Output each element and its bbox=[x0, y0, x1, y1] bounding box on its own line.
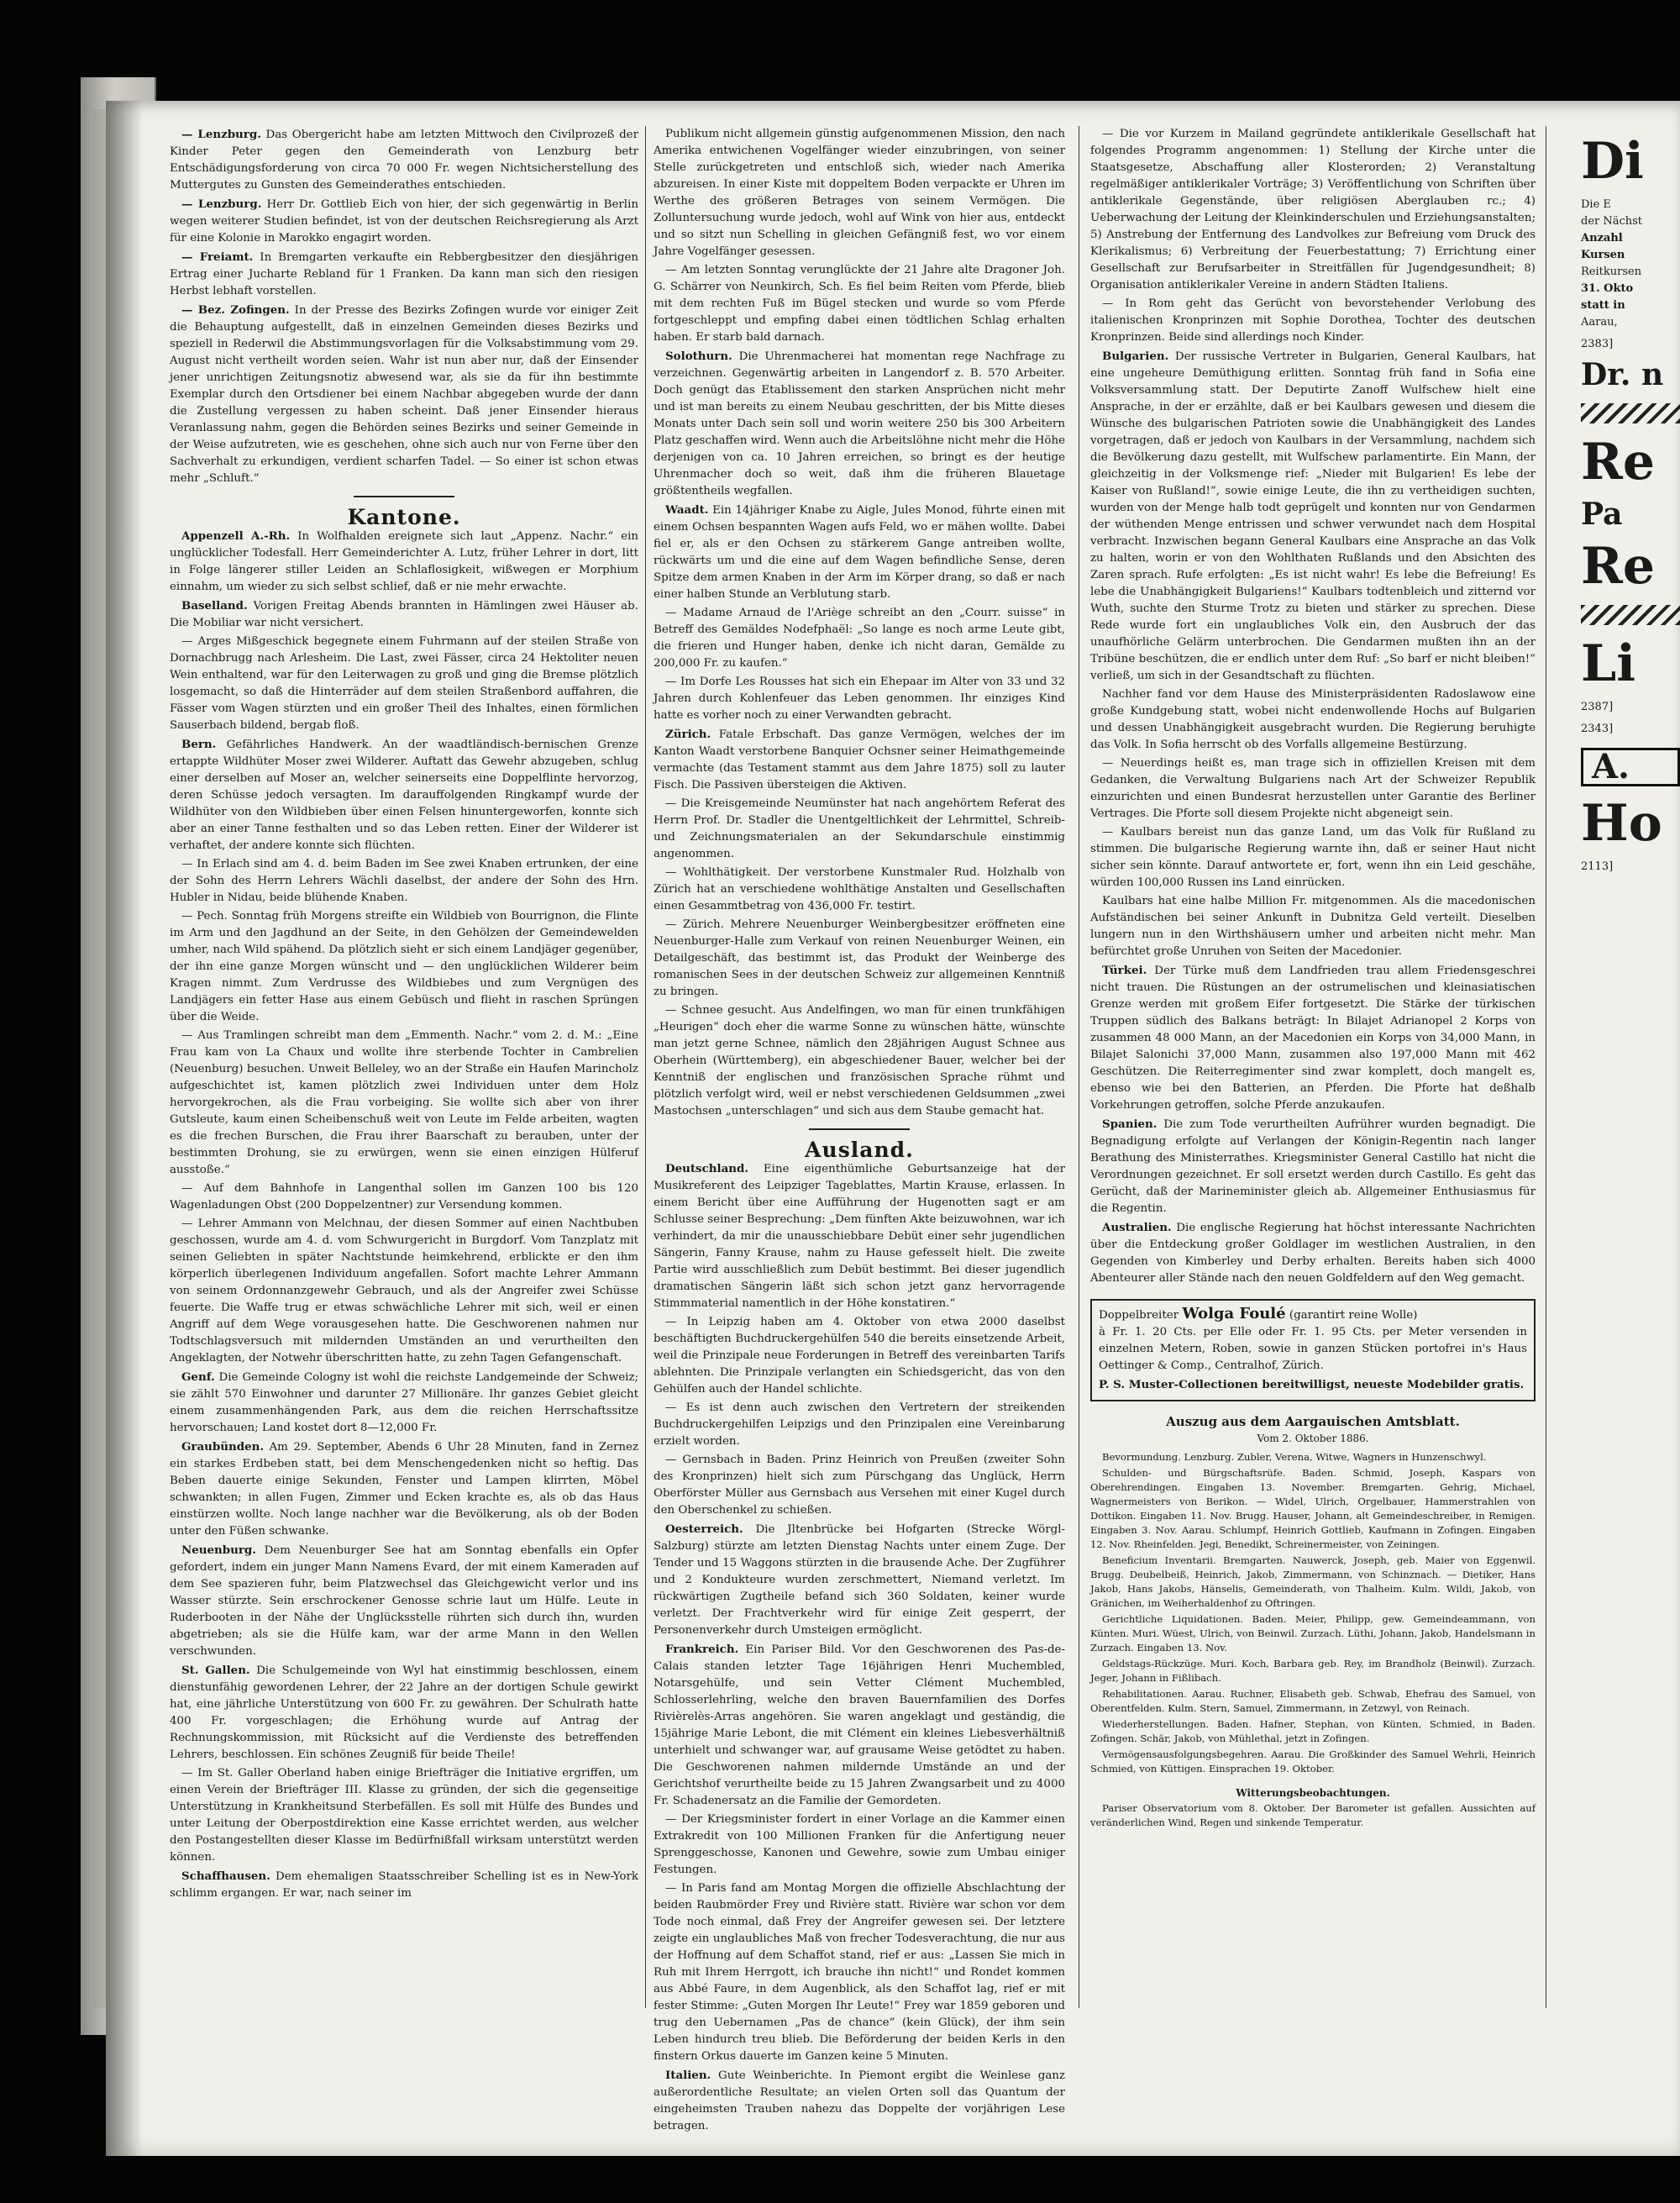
article-paragraph bbox=[1090, 126, 1536, 294]
ad-line: statt in bbox=[1581, 299, 1625, 312]
article-paragraph bbox=[654, 2067, 1065, 2135]
foreign-news-block bbox=[1090, 126, 1536, 1287]
amtsblatt-entry: Wiederherstellungen. Baden. Hafner, Stephan, von Künten, Schmied, in Baden. Zofingen. Schär, Jakob, von Mühlethal, jetzt in Zofingen. bbox=[1090, 1718, 1536, 1744]
article-lead: Waadt. bbox=[665, 503, 709, 517]
amtsblatt-date: Vom 2. Oktober 1886. bbox=[1257, 1433, 1369, 1444]
amtsblatt-entry: Schulden- und Bürgschaftsrüfe. Baden. Schmid, Joseph, Kaspars von Oberehrendingen. Eingaben 13. November. Bremgarten. Gehrig, Michael, Wagnermeisters von Berikon. — Widel, Ulrich, Orgelbauer, Hammerstrahlen von Dottikon. Eingaben 11. Nov. Brugg. Hauser, Johann, alt Gemeindeschreiber, in Remigen. Eingaben 3. Nov. Aarau. Schlumpf, Heinrich Gottlieb, Kaufmann in Zofingen. Eingaben 12. Nov. Rheinfelden. Jegi, Benedikt, Schreinermeister, von Zeiningen. bbox=[1090, 1467, 1536, 1550]
article-paragraph bbox=[654, 1811, 1065, 1879]
article-text: In Bremgarten verkaufte ein Rebbergbesitzer den diesjährigen Ertrag einer Jucharte Rebland für 1 Franken. Da kann man sich den riesigen Herbst lebhaft vorstellen. bbox=[170, 251, 639, 297]
article-paragraph bbox=[170, 1369, 638, 1437]
article-paragraph bbox=[170, 196, 638, 247]
amtsblatt-entry: Beneficium Inventarii. Bremgarten. Nauwerck, Joseph, geb. Maier von Eggenwil. Brugg. Deubelbeiß, Heinrich, Jakob, Zimmermann, von Schinznach. — Dietiker, Hans Jakob, Hans Jakobs, Hänselis, Gemeinderath, von Thalheim. Kulm. Wildi, Jakob, von Gränichen, im Weiherhaldenhof zu Oftringen. bbox=[1090, 1554, 1536, 1609]
article-lead: Schaffhausen. bbox=[181, 1869, 270, 1883]
article-text: Gute Weinberichte. In Piemont ergibt die Weinlese ganz außerordentliche Resultate; an vielen Orten soll das Quantum der eingeheimsten Trauben nahezu das Doppelte der vorjährigen Lese betragen. bbox=[654, 2069, 1065, 2132]
article-paragraph bbox=[654, 126, 1065, 260]
ad-ref-number: 2113] bbox=[1581, 860, 1614, 873]
article-text: — Im St. Galler Oberland haben einige Briefträger die Initiative ergriffen, um einen Verein der Briefträger III. Klasse zu gründen, der sich die gegenseitige Unterstützung in Krankheitsund Sterbefällen. Es soll mit Hülfe des Bundes und unter Leitung der Oberpostdirektion eine Kasse errichtet werden, aus welcher den Postangestellten dieser Klasse im Bedürfnißfall wirksam unterstützt werden können. bbox=[170, 1767, 638, 1864]
article-paragraph bbox=[654, 605, 1065, 672]
ad-fragment-5: Li bbox=[1581, 634, 1635, 693]
kantone-heading: Kantone. bbox=[347, 505, 461, 529]
article-paragraph bbox=[170, 1438, 638, 1540]
article-paragraph bbox=[170, 302, 638, 487]
article-lead: Australien. bbox=[1102, 1221, 1172, 1234]
ad-ref-number: 2387] bbox=[1581, 701, 1614, 713]
article-paragraph bbox=[654, 262, 1065, 346]
article-lead: Bulgarien. bbox=[1102, 350, 1169, 363]
article-lead: — Lenzburg. bbox=[181, 197, 262, 211]
article-paragraph bbox=[170, 1765, 638, 1866]
article-lead: Solothurn. bbox=[665, 350, 732, 363]
article-lead: Graubünden. bbox=[181, 1440, 265, 1454]
article-text: — Madame Arnaud de l'Ariège schreibt an den „Courr. suisse“ in Betreff des Gemäldes Nodefphaël: „So lange es noch arme Leute gibt, die frieren und Hunger haben, denke ich nicht daran, Gemälde zu 200,000 Fr. zu kaufen.“ bbox=[654, 607, 1065, 670]
article-paragraph bbox=[1090, 1219, 1536, 1287]
ausland-block bbox=[654, 1160, 1065, 2135]
ad-line: Reitkursen bbox=[1581, 266, 1642, 278]
article-text: — Wohlthätigkeit. Der verstorbene Kunstmaler Rud. Holzhalb von Zürich hat an verschiedene wohlthätige Anstalten und Gesellschaften einen Gesammtbetrag von 436,000 Fr. testirt. bbox=[654, 866, 1065, 912]
article-text: Nachher fand vor dem Hause des Ministerpräsidenten Radoslawow eine große Kundgebung statt, wobei nicht endenwollende Hochs auf Bulgarien und dessen Unabhängigkeit ausgebracht wurden. Die Regierung beruhigte das Volk. In Sofia herrscht ob des Vorfalls allgemeine Bestürzung. bbox=[1090, 688, 1536, 751]
ad-line: Die E bbox=[1581, 198, 1611, 211]
article-paragraph bbox=[170, 856, 638, 907]
article-text: — Die Kreisgemeinde Neumünster hat nach angehörtem Referat des Herrn Prof. Dr. Stadler die Unentgeltlichkeit der Lehrmittel, Schreib- und Zeichnungsmaterialen an der Sekundarschule einstimmig angenommen. bbox=[654, 797, 1065, 860]
article-paragraph bbox=[654, 1160, 1065, 1312]
wolga-foule-ad bbox=[1090, 1299, 1536, 1401]
article-lead: Spanien. bbox=[1102, 1117, 1158, 1131]
amtsblatt-entry: Rehabilitationen. Aarau. Ruchner, Elisabeth geb. Schwab, Ehefrau des Samuel, von Oberentfelden. Kulm. Stern, Samuel, Zimmermann, in Zetzwyl, von Reinach. bbox=[1090, 1688, 1536, 1714]
article-text: — Schnee gesucht. Aus Andelfingen, wo man für einen trunkfähigen „Heurigen“ doch eher die warme Sonne zu wünschen hätte, wünschte man jetzt gerne Schnee, nämlich den 28jährigen August Schnee aus Oberhein (Württemberg), ein abgeschiedener Bauer, welcher bei der Kenntniß der englischen und französischen Sprache rühmt und plötzlich verfolgt wird, weil er nebst verschiedenen Geldsummen „zwei Mastochsen „unterschlagen“ und sich aus dem Staube gemacht hat. bbox=[654, 1004, 1065, 1117]
article-lead: Türkei. bbox=[1102, 964, 1147, 977]
article-lead: Neuenburg. bbox=[181, 1543, 256, 1557]
article-text: Die Schulgemeinde von Wyl hat einstimmig beschlossen, einem dienstunfähig gewordenen Lehrer, der 22 Jahre an der dortigen Schule gewirkt hat, eine jährliche Unterstützung von 600 Fr. zu gewähren. Der Schulrath hatte 400 Fr. vorgeschlagen; die Erhöhung wurde auf Antrag der Rechnungskommission, mit Rücksicht auf die Verdienste des betreffenden Lehrers, beschlossen. Ein schönes Zeugniß für beide Theile! bbox=[170, 1664, 638, 1761]
article-paragraph bbox=[654, 502, 1065, 603]
article-text: — Lehrer Ammann von Melchnau, der diesen Sommer auf einen Nachtbuben geschossen, wurde am 4. d. vom Schwurgericht in Burgdorf. Vom Tanzplatz mit seinen Geliebten in später Nachtstunde heimkehrend, erblickte er den ihm körperlich überlegenen Individuum angefallen. Sofort machte Lehrer Ammann von seinem Ordonnanzgewehr Gebrauch, und als der Angreifer zwei Schüsse feuerte. Die Waffe trug er etwas schwächliche Lehrer mit sich, weil er einen Angriff auf dem Wege vorausgesehen hatte. Die Geschworenen nahmen nur Todtschlagsversuch mit mildernden Umständen an und verurtheilten den Angeklagten, der Notwehr überschritten hatte, zu zehn Tagen Gefangenschaft. bbox=[170, 1217, 638, 1364]
article-lead: Frankreich. bbox=[665, 1643, 739, 1656]
ad-postscript: P. S. Muster-Collectionen bereitwilligst, neueste Modebilder gratis. bbox=[1099, 1378, 1525, 1391]
article-lead: — Freiamt. bbox=[181, 250, 254, 264]
article-paragraph bbox=[654, 865, 1065, 915]
article-text: Das Obergericht habe am letzten Mittwoch den Civilprozeß der Kinder Peter gegen den Gemeinderath von Lenzburg betr Entschädigungsforderung von circa 70 000 Fr. wegen Nichtsicherstellung des Muttergutes zu Gunsten des Gemeinderathes entschieden. bbox=[170, 129, 638, 192]
article-paragraph bbox=[1090, 686, 1536, 754]
article-lead: Italien. bbox=[665, 2069, 711, 2082]
article-paragraph bbox=[170, 1028, 638, 1179]
ad-prefix: Doppelbreiter bbox=[1099, 1309, 1179, 1322]
ad-ref-number: 2343] bbox=[1581, 723, 1614, 735]
column-rule-1 bbox=[645, 126, 646, 2008]
article-paragraph bbox=[1090, 1116, 1536, 1217]
article-paragraph bbox=[654, 726, 1065, 794]
ad-ref-number: 2383] bbox=[1581, 338, 1614, 350]
amtsblatt-entry: Vermögensausfolgungsbegehren. Aarau. Die Großkinder des Samuel Wehrli, Heinrich Schmied, von Küttigen. Einsprachen 19. Oktober. bbox=[1090, 1748, 1536, 1774]
article-text: In Wolfhalden ereignete sich laut „Appenz. Nachr.“ ein unglücklicher Todesfall. Herr Gemeinderichter A. Lutz, früher Lehrer in dort, litt in Folge längerer stiller Leiden an Schlaflosigkeit, wißwegen er Morphium einnahm, um wieder zu sich selbst schlief, daß er nie mehr erwachte. bbox=[170, 530, 638, 593]
article-lead: Bern. bbox=[181, 738, 217, 751]
article-text: Die englische Regierung hat höchst interessante Nachrichten über die Entdeckung großer Goldlager im westlichen Australien, in den Gegenden von Kimberley und Derby erhalten. Bereits haben sich 4000 Abenteurer aller Stände nach den neuen Goldfeldern auf den Weg gemacht. bbox=[1090, 1222, 1536, 1285]
article-paragraph bbox=[654, 1641, 1065, 1810]
article-text: — In Leipzig haben am 4. Oktober von etwa 2000 daselbst beschäftigten Buchdruckergehülfen 540 die bereits einsetzende Arbeit, weil die Prinzipale neue Forderungen in Betreff des vereinbarten Tarifs ablehnten. Die Prinzipale verlangten ein Schiedsgericht, das von den Gehülfen auch der Handel schlichte. bbox=[654, 1316, 1065, 1396]
amtsblatt-entry: Geldstags-Rückzüge. Muri. Koch, Barbara geb. Rey, im Brandholz (Beinwil). Zurzach. Jeger, Johann in Fißlibach. bbox=[1090, 1658, 1536, 1684]
weather-text: Pariser Observatorium vom 8. Oktober. Der Barometer ist gefallen. Aussichten auf veränderlichen Wind, Regen und sinkende Temperatur. bbox=[1090, 1802, 1536, 1828]
article-text: — Kaulbars bereist nun das ganze Land, um das Volk für Rußland zu stimmen. Die bulgarische Regierung warnte ihn, daß er seiner Haut nicht sicher sein könnte. Darauf antwortete er, fort, wenn ihn ein Leid geschähe, würden 100,000 Russen ins Land einrücken. bbox=[1090, 826, 1536, 889]
article-text: Ein 14jähriger Knabe zu Aigle, Jules Monod, führte einen mit einem Ochsen bespannten Wagen aufs Feld, wo er mähen wollte. Dabei fiel er, als er den Ochsen zu stärkerem Gange antreiben wollte, rückwärts um und die eine auf dem Wagen befindliche Sense, deren Spitze dem armen Knaben in der Arm im Körper drang, so daß er nach einer halben Stunde an Verblutung starb. bbox=[654, 504, 1065, 601]
article-paragraph bbox=[654, 674, 1065, 724]
article-text: Die Gemeinde Cologny ist wohl die reichste Landgemeinde der Schweiz; sie zählt 570 Einwohner und darunter 27 Millionäre. Ihr ganzes Gebiet gleicht einem zusammenhängenden Park, aus dem die reichen Herrschaftssitze hervorschauen; Land kostet dort 8—12,000 Fr. bbox=[170, 1371, 638, 1434]
ad-title: Wolga Foulé bbox=[1182, 1305, 1286, 1322]
ad-fragment-dr: Dr. n bbox=[1581, 357, 1664, 392]
amtsblatt-entry: Bevormundung. Lenzburg. Zubler, Verena, Witwe, Wagners in Hunzenschwyl. bbox=[1102, 1451, 1487, 1463]
ad-line: Kursen bbox=[1581, 249, 1625, 261]
article-paragraph bbox=[1090, 893, 1536, 960]
ad-fragment-1: Di bbox=[1581, 132, 1644, 191]
article-paragraph bbox=[170, 1180, 638, 1214]
article-paragraph bbox=[654, 1002, 1065, 1120]
ad-line: Anzahl bbox=[1581, 232, 1623, 244]
ad-fragment-4: Re bbox=[1581, 537, 1656, 596]
article-text: — Aus Tramlingen schreibt man dem „Emmenth. Nachr.“ vom 2. d. M.: „Eine Frau kam von La Chaux und wollte ihre sterbende Tochter in Cambrelien (Neuenburg) besuchen. Unweit Belleley, wo an der Straße ein Haufen Marincholz aufgeschichtet ist, kamen plötzlich zwei Individuen unter dem Holz hervorgekrochen, als die Frau vorbeiging. Sie wollte sich aber von ihrer Gutsleute, kaum einen Scheibenschuß weit von Leute im Felde arbeiten, wagten es die frechen Burschen, die Frau ihrer Baarschaft zu berauben, unter der bestimmten Drohung, sie zu erwürgen, wenn sie einen einzigen Hülferuf ausstoße.“ bbox=[170, 1029, 638, 1176]
article-text: Die Uhrenmacherei hat momentan rege Nachfrage zu verzeichnen. Gegenwärtig arbeiten in Langendorf z. B. 570 Arbeiter. Doch genügt das Etablissement den starken Ansprüchen nicht mehr und ist man bereits zu einem Neubau geschritten, der bis Mitte dieses Monats unter Dach sein soll und worin weitere 250 bis 300 Arbeitern Platz geschaffen wird. Wenn auch die Arbeitslöhne nicht mehr die Höhe derjenigen von ca. 10 Jahren erreichen, so bringt es der heutige Uhrenmacher doch so weit, daß ihm die früheren Blauetage größtentheils wegfallen. bbox=[654, 350, 1065, 497]
ad-fragment-3: Pa bbox=[1581, 497, 1623, 532]
article-text: — Die vor Kurzem in Mailand gegründete antiklerikale Gesellschaft hat folgendes Programm angenommen: 1) Stellung der Kirche unter die Staatsgesetze, Abschaffung aller Klosterorden; 2) Veranstaltung regelmäßiger antiklerikaler Vorträge; 3) Veröffentlichung von Schriften über antiklerikale Gegenstände, über religiösen Aberglauben rc.; 4) Ueberwachung der Leitung der Kleinkinderschulen und Erziehungsanstalten; 5) Anstrebung der Entfernung des Landvolkes zur Befreiung vom Druck des Klerikalismus; 6) Verbreitung der Feuerbestattung; 7) Errichtung einer Gesellschaft zur Berufsarbeiter in Streitfällen für Jugendgesundheit; 8) Organisation antiklerikaler Vereine in andern Städten Italiens. bbox=[1090, 128, 1536, 292]
article-text: Fatale Erbschaft. Das ganze Vermögen, welches der im Kanton Waadt verstorbene Banquier Ochsner seiner Heimathgemeinde vermachte (das Testament stammt aus dem Jahre 1875) soll zu lauter Fisch. Die Passiven übersteigen die Aktiven. bbox=[654, 728, 1066, 791]
article-paragraph bbox=[1090, 296, 1536, 346]
article-text: Kaulbars hat eine halbe Million Fr. mitgenommen. Als die macedonischen Aufständischen bei seiner Ankunft in Dubnitza Geld verteilt. Dieselben lungern nun in den Wirthshäusern umher und arbeiten nicht mehr. Man befürchtet große Unruhen von Seiten der Macedonier. bbox=[1090, 895, 1536, 958]
article-lead: — Bez. Zofingen. bbox=[181, 303, 290, 317]
article-paragraph bbox=[170, 1868, 638, 1902]
article-lead: — Lenzburg. bbox=[181, 128, 261, 141]
kantone-block bbox=[170, 528, 638, 1902]
article-text: Dem Neuenburger See hat am Sonntag ebenfalls ein Opfer gefordert, indem ein junger Mann Namens Evard, der mit einem Kameraden auf dem See spazieren fuhr, beim Platzwechsel das Gleichgewicht verlor und ins Wasser stürzte. Sein erschrockener Genosse schrie laut um Hülfe. Leute in Ruderbooten in der Nähe der Unglücksstelle rührten sich durch ihn, wurden abgetrieben; als sie die Hülfe kam, war der arme Mann in den Wellen verschwunden. bbox=[170, 1544, 638, 1658]
article-text: In der Presse des Bezirks Zofingen wurde vor einiger Zeit die Behauptung aufgestellt, daß in einzelnen Gemeinden dieses Bezirks und speziell in Rederwil die Abstimmungsvorlagen für die Volksabstimmung vom 29. August nicht vertheilt worden seien. Wahr ist nun aber nur, daß der Einsender jener unrichtigen Zeitungsnotiz abwesend war, als sie da für ihn bestimmte Exemplar durch den Ortsdiener bei einem Nachbar abgegeben wurde der dann die Zustellung vergessen zu haben scheint. Daß jener Einsender hieraus Veranlassung nahm, gegen die Behörden seines Bezirks und seiner Gemeinde in der Weise aufzutreten, wie es geschehen, ohne sich auch nur von Ferne über den Sachverhalt zu erkundigen, verdient scharfen Tadel. — So einer ist schon etwas mehr „Schluft.“ bbox=[170, 304, 638, 485]
article-text: Am 29. September, Abends 6 Uhr 28 Minuten, fand in Zernez ein starkes Erdbeben statt, bei dem Menschengedenken nicht so heftig. Das Beben dauerte einige Sekunden, Fenster und Lampen klirrten, Möbel schwankten; in allen Fugen, Zimmer und Ecken krachte es, als ob das Haus einstürzen wollte. Noch lange nachher war die Bevölkerung, als ob der Boden unter den Füßen schwanke. bbox=[170, 1441, 638, 1538]
article-text: — Der Kriegsminister fordert in einer Vorlage an die Kammer einen Extrakredit von 100 Millionen Franken für die Anfertigung neuer Sprenggeschosse, Kanonen und Gewehre, sowie zum Umbau einiger Festungen. bbox=[654, 1813, 1065, 1876]
article-text: — Im Dorfe Les Rousses hat sich ein Ehepaar im Alter von 33 und 32 Jahren durch Kohlenfeuer das Leben genommen. Ihr einziges Kind hatte es vorher noch zu einer Verwandten gebracht. bbox=[654, 676, 1065, 722]
article-lead: Zürich. bbox=[665, 728, 711, 741]
article-paragraph bbox=[654, 796, 1065, 863]
article-paragraph bbox=[654, 1880, 1065, 2065]
article-paragraph bbox=[170, 634, 638, 734]
article-paragraph bbox=[654, 348, 1065, 500]
article-text: — In Erlach sind am 4. d. beim Baden im See zwei Knaben ertrunken, der eine der Sohn des Herrn Lehrers Wächli daselbst, der andere der Sohn des Hrn. Hubler in Nidau, beide blühende Knaben. bbox=[170, 858, 638, 904]
article-paragraph bbox=[1090, 755, 1536, 823]
article-text: Publikum nicht allgemein günstig aufgenommenen Mission, den nach Amerika entwichenen Vogelfänger wieder einzubringen, von seiner Stelle zurückgetreten und entschloß sich, wieder nach Amerika abzureisen. In einer Kiste mit doppeltem Boden verpackte er Uhren im Werthe des größeren Betrages von seinem Vermögen. Die Zolluntersuchung wurde jedoch, wohl auf Wink von hier aus, entdeckt und so sitzt nun Schelling in gleichen Gefängniß fest, wo vor einem Jahre Vogelfänger gesessen. bbox=[654, 128, 1065, 258]
article-paragraph bbox=[654, 1452, 1065, 1519]
column-1 bbox=[170, 126, 638, 1904]
article-text: Der Türke muß dem Landfrieden trau allem Friedensgeschrei nicht trauen. Die Rüstungen an der ostrumelischen und kleinasiatischen Grenze werden mit großem Eifer fortgesetzt. Die Stärke der türkischen Truppen südlich des Balkans beträgt: In Bilajet Adrianopel 2 Korps von zusammen 48 000 Mann, an der Macedonien ein Korps von 34,000 Mann, in Bilajet Salonichi 37,000 Mann, zusammen also 197,000 Mann mit 462 Geschützen. Die Reiterregimenter sind zwar komplett, doch mangelt es, ebenso wie bei den Batterien, an Pferden. Die Pforte hat deßhalb Vorkehrungen getroffen, solche Pferde anzukaufen. bbox=[1090, 965, 1536, 1112]
article-text: — In Rom geht das Gerücht von bevorstehender Verlobung des italienischen Kronprinzen mit Sophie Dorothea, Tochter des deutschen Kronprinzen. Beide sind allerdings noch Kinder. bbox=[1090, 297, 1536, 344]
article-paragraph bbox=[170, 597, 638, 632]
article-text: — Gernsbach in Baden. Prinz Heinrich von Preußen (zweiter Sohn des Kronprinzen) hielt sich zum Pürschgang das Unglück, Herrn Oberförster Müller aus Gernsbach aus Versehen mit einer Kugel durch den Oberschenkel zu schießen. bbox=[654, 1454, 1065, 1517]
ornamental-border bbox=[1581, 403, 1680, 423]
article-paragraph bbox=[170, 1216, 638, 1367]
article-paragraph bbox=[654, 1521, 1065, 1639]
amtsblatt-heading: Auszug aus dem Aargauischen Amtsblatt. bbox=[1166, 1414, 1460, 1429]
ad-paren: (garantirt reine Wolle) bbox=[1289, 1309, 1418, 1322]
article-paragraph bbox=[654, 917, 1065, 1001]
article-paragraph bbox=[170, 1542, 638, 1660]
article-paragraph bbox=[654, 1314, 1065, 1398]
article-text: — Neuerdings heißt es, man trage sich in offiziellen Kreisen mit dem Gedanken, die Verwaltung Bulgariens nach Art der Schweizer Republik einzurichten und einen Bundesrat herzustellen unter Garantie des Berliner Vertrages. Die Pforte soll diesem Projekte nicht abgeneigt sein. bbox=[1090, 757, 1536, 820]
article-text: Dem ehemaligen Staatsschreiber Schelling ist es in New-York schlimm ergangen. Er war, nach seiner im bbox=[170, 1870, 638, 1900]
ad-fragment-6: Ho bbox=[1581, 794, 1662, 853]
article-text: Ein Pariser Bild. Vor den Geschworenen des Pas-de-Calais standen letzter Tage 16jährigen Henri Muchembled, Notarsgehülfe, und sein Vetter Clément Muchembled, Schlosserlehrling, welche den braven Bauernfamilien des Dorfes Rivièrelès-Arras angehören. Sie waren angeklagt und geständig, die 15jährige Marie Lebont, die mit Clément ein kleines Liebesverhältniß unterhielt und schwanger war, auf grausame Weise getödtet zu haben. Die Geschworenen nahmen mildernde Umstände an und der Gerichtshof verurtheilte beide zu 15 Jahren Zwangsarbeit und zu 4000 Fr. Schadenersatz an die Familie der Gemordeten. bbox=[654, 1643, 1065, 1807]
article-paragraph bbox=[170, 908, 638, 1026]
article-text: — Arges Mißgeschick begegnete einem Fuhrmann auf der steilen Straße von Dornachbrugg nach Arlesheim. Die Last, zwei Fässer, circa 24 Hektoliter neuen Wein enthaltend, war für den Leiterwagen zu groß und ging die Bremse plötzlich losgemacht, so daß die Hinterräder auf dem steilen Straßenbord auffahren, die Fässer vom Wagen stürzten und ein großer Theil des Inhaltes, einen förmlichen Sauserbach bildend, bergab floß. bbox=[170, 635, 638, 732]
amtsblatt-entry: Gerichtliche Liquidationen. Baden. Meier, Philipp, gew. Gemeindeammann, von Künten. Muri. Wüest, Ulrich, von Beinwil. Zurzach. Lüthi, Johann, Jakob, Handelsmann in Zurzach. Eingaben 13. Nov. bbox=[1090, 1613, 1536, 1654]
article-paragraph bbox=[170, 1662, 638, 1764]
ad-line: 31. Okto bbox=[1581, 282, 1634, 295]
article-paragraph bbox=[1090, 962, 1536, 1114]
ad-fragment-2: Re bbox=[1581, 433, 1656, 492]
ornamental-border bbox=[1581, 605, 1680, 625]
ad-fragment-boxed: A. bbox=[1581, 748, 1680, 786]
article-text: Der russische Vertreter in Bulgarien, General Kaulbars, hat eine ungeheure Demüthigung erlitten. Sonntag früh fand in Sofia eine Volksversammlung statt. Der Deputirte Zanoff Wulfschew hielt eine Ansprache, in der er erzählte, daß er bei Kaulbars gewesen und diesem die Wünsche des bulgarischen Patrioten sowie die Unabhängigkeit des Landes vorgetragen, daß er jedoch von Kaulbars in der Versammlung, nachdem sich die Bevölkerung dazu gestellt, mit Wulfschew parlamentirte. Ein Mann, der gleichzeitig in der Volksmenge rief: „Nieder mit Bulgarien! Es lebe der Kaiser von Rußland!“, sowie einige Leute, die ihn zu vertheidigen suchten, wurden von der Menge halb todt geprügelt und konnten nur von Gendarmen der wüthenden Menge entrissen und schwer verwundet nach dem Hospital verbracht. Inzwischen begann General Kaulbars eine Ansprache an das Volk zu halten, worin er von den Wohlthaten Rußlands und den Absichten des Zaren sprach. Rufe erfolgten: „Es ist nicht wahr! Es lebe die Befreiung! Es lebe die Unabhängigkeit Bulgariens!“ Kaulbars todtenbleich und zitternd vor Wuth, suchte den Sturme Trotz zu bieten und stärker zu sprechen. Diese Rede wurde fort ein unglaubliches Volk ein, den Ausbruch der das unaufhörliche Gelärm unterbrochen. Die Gendarmen mußten ihn an der Tribüne beschützen, die er endlich unter dem Ruf: „So barf er nicht bleiben!“ verließ, um sich in der Gesandtschaft zu flüchten. bbox=[1090, 350, 1536, 682]
article-lead: Oesterreich. bbox=[665, 1522, 743, 1536]
article-text: — Es ist denn auch zwischen den Vertretern der streikenden Buchdruckergehilfen Leipzigs und den Prinzipalen eine Vereinbarung erzielt worden. bbox=[654, 1401, 1065, 1448]
column-3 bbox=[1090, 126, 1536, 1832]
article-text: Herr Dr. Gottlieb Eich von hier, der sich gegenwärtig in Berlin wegen weiterer Studien befindet, ist von der deutschen Reichsregierung als Arzt für eine Kolonie in Marokko engagirt worden. bbox=[170, 198, 638, 244]
section-separator bbox=[354, 496, 454, 497]
article-text: — Pech. Sonntag früh Morgens streifte ein Wildbieb von Bourrignon, die Flinte im Arm und den Jagdhund an der Seite, in den Gehölzen der Gemeindewelden umher, nach Wild spähend. Da plötzlich sieht er sich einem Landjäger gegenüber, der ihn eine ganze Morgen wünscht und — den unglücklichen Wilderer beim Kragen nimmt. Zum Verdrusse des Wildbiebes und zum Vergnügen des Landjägers ein fetter Hase aus einem Gebüsch und flieht in raschen Sprüngen über die Weide. bbox=[170, 910, 638, 1023]
article-text: Vorigen Freitag Abends brannten in Hämlingen zwei Häuser ab. Die Mobiliar war nicht versichert. bbox=[170, 600, 638, 629]
ad-line: der Nächst bbox=[1581, 215, 1643, 228]
article-text: — Auf dem Bahnhofe in Langenthal sollen im Ganzen 100 bis 120 Wagenladungen Obst (200 Doppelzentner) zur Versendung kommen. bbox=[170, 1182, 638, 1212]
ad-line: Aarau, bbox=[1581, 316, 1618, 329]
article-paragraph bbox=[1090, 348, 1536, 685]
article-text: — Zürich. Mehrere Neuenburger Weinbergbesitzer eröffneten eine Neuenburger-Halle zum Verkauf von reinen Neuenburger Weinen, ein Detailgeschäft, das bestimmt ist, das Produkt der Weinberge des romanischen Sees in der deutschen Schweiz zur allgemeinen Kenntniß zu bringen. bbox=[654, 918, 1065, 998]
article-lead: St. Gallen. bbox=[181, 1664, 250, 1677]
page-gutter-shadow bbox=[106, 101, 143, 2156]
article-lead: Genf. bbox=[181, 1370, 215, 1384]
weather-heading: Witterungsbeobachtungen. bbox=[1236, 1787, 1390, 1799]
article-paragraph bbox=[170, 126, 638, 194]
amtsblatt-entries bbox=[1090, 1450, 1536, 1776]
article-text: Die zum Tode verurtheilten Aufrührer wurden begnadigt. Die Begnadigung erfolgte auf Verlangen der Königin-Regentin nach langer Berathung des Ministerrathes. Kriegsminister General Castillo hat nicht die Verordnungen gezeichnet. Er soll ersetzt werden durch Castillo. Es geht das Gerücht, daß der Marineminister gleich ab. Allgemeiner Enthusiasmus für die Regentin. bbox=[1090, 1118, 1536, 1215]
section-separator bbox=[809, 1128, 910, 1130]
article-paragraph bbox=[1090, 824, 1536, 891]
article-text: Gefährliches Handwerk. An der waadtländisch-bernischen Grenze ertappte Wildhüter Moser zwei Wilderer. Auftatt das Gewehr abzugeben, schlug einer derselben auf Moser an, welcher seinerseits eine Doppelflinte hervorzog, deren Schüsse jedoch versagten. Im darauffolgenden Ringkampf wurde der Wildhüter von den Wildbieben über einen Felsen hinuntergeworfen, konnte sich aber an einer Tanne festhalten und so das Leben retten. Einer der Wilderer ist verhaftet, der andere konnte sich flüchten. bbox=[170, 739, 638, 852]
column-2 bbox=[654, 126, 1065, 2137]
article-paragraph bbox=[170, 736, 638, 854]
article-text: Die Jltenbrücke bei Hofgarten (Strecke Wörgl-Salzburg) stürzte am letzten Dienstag Nachts unter einem Zuge. Der Tender und 15 Waggons stürzten in die brausende Ache. Der Zugführer und 2 Kondukteure wurden zerschmettert, Niemand verletzt. Im rückwärtigen Zugtheile befand sich 360 Soldaten, keiner wurde verletzt. Der Frachtverkehr wird für einige Zeit gesperrt, der Personenverkehr durch Umsteigen ermöglicht. bbox=[654, 1523, 1065, 1637]
article-text: — In Paris fand am Montag Morgen die offizielle Abschlachtung der beiden Raubmörder Frey und Rivière statt. Rivière war schon vor dem Tode noch einmal, daß Frey der Angreifer gewesen sei. Der letztere zeigte ein unglaubliches Maß von frecher Todesverachtung, die nur aus der Hoffnung auf dem Schaffot stand, rief er aus: „Lassen Sie mich in Ruh mit Ihrem Herrgott, ich brauche ihn nicht!“ und Rondet kommen aus Abbé Faure, in dem Augenblick, als den Schaffot lag, rief er mit fester Stimme: „Guten Morgen Ihr Leute!“ Frey war 1859 geboren und trug den Uebernamen „Pas de chance“ (kein Glück), der ihm sein Leben hindurch treu blieb. Die Beförderung der beiden Kerls in den finstern Orkus dauerte im Ganzen keine 5 Minuten. bbox=[654, 1882, 1065, 2063]
article-paragraph bbox=[654, 1400, 1065, 1450]
ausland-heading: Ausland. bbox=[805, 1138, 914, 1162]
article-paragraph bbox=[170, 528, 638, 596]
kantone-continued-block bbox=[654, 126, 1065, 1120]
article-lead: Baselland. bbox=[181, 599, 248, 613]
article-text: Eine eigenthümliche Geburtsanzeige hat der Musikreferent des Leipziger Tageblattes, Martin Krause, erlassen. In einem Bericht über eine Aufführung der Hugenotten sagt er am Schlusse seiner Besprechung: „Dem fünften Akte beizuwohnen, war ich verhindert, da mir die unausschiebbare Debüt einer sehr jugendlichen Sängerin, Fanny Krause, nahm zu Hause gefesselt hielt. Die zweite Partie wird ausschließlich zum Debüt bestimmt. Bei dieser jugendlich dramatischen Sängerin läßt sich schon jetzt ganz hervorragende Stimmmaterial namentlich in der Höhe konstatiren.“ bbox=[654, 1163, 1066, 1310]
article-lead: Deutschland. bbox=[665, 1162, 749, 1175]
article-lead: Appenzell A.-Rh. bbox=[181, 529, 291, 543]
column-4-ads bbox=[1581, 126, 1680, 1941]
article-text: — Am letzten Sonntag verunglückte der 21 Jahre alte Dragoner Joh. G. Schärrer von Neunkirch, Sch. Es fiel beim Reiten vom Pferde, blieb mit dem rechten Fuß im Bügel stecken und wurde so vom Pferde fortgeschleppt und empfing dabei einen tödtlichen Schlag erhalten haben. Er starb bald darnach. bbox=[654, 264, 1065, 344]
local-news-block bbox=[170, 126, 638, 487]
article-paragraph bbox=[170, 249, 638, 300]
ad-body: à Fr. 1. 20 Cts. per Elle oder Fr. 1. 95 Cts. per Meter versenden in einzelnen Metern, Roben, sowie in ganzen Stücken portofrei in's Haus Oettinger & Comp., Centralhof, Zürich. bbox=[1099, 1326, 1527, 1372]
